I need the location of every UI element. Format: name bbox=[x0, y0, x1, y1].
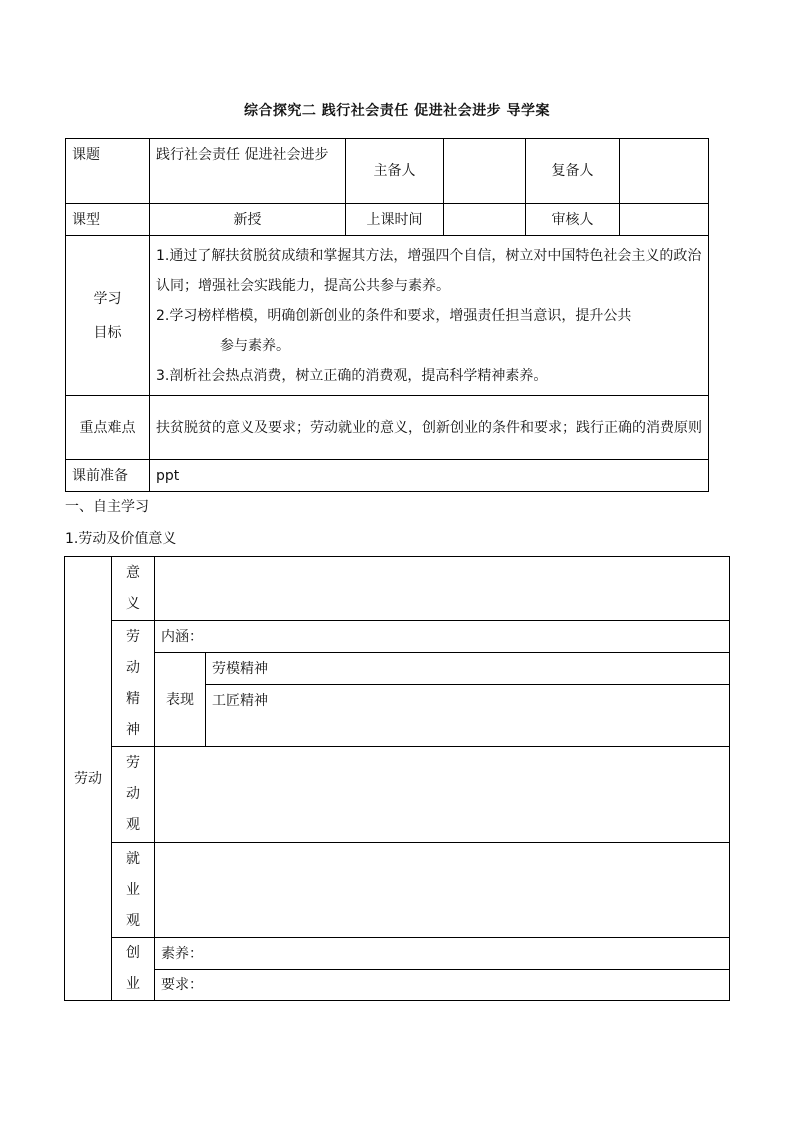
labor-view-char-3: 观 bbox=[126, 817, 140, 833]
goals-label bbox=[66, 236, 150, 396]
goals-content bbox=[150, 236, 709, 396]
meaning-answer[interactable] bbox=[155, 557, 730, 621]
spirit-char-3: 精 bbox=[126, 690, 140, 707]
lead-prep-label: 主备人 bbox=[346, 139, 444, 204]
startup-char-1: 创 bbox=[126, 945, 140, 961]
time-value[interactable] bbox=[444, 204, 526, 236]
section-heading: 一、自主学习 bbox=[65, 499, 149, 515]
employment-view-char-2: 业 bbox=[126, 881, 140, 898]
prep-label: 课前准备 bbox=[66, 460, 150, 492]
co-prep-label: 复备人 bbox=[526, 139, 620, 204]
time-label: 上课时间 bbox=[346, 204, 444, 236]
meaning-char-1: 意 bbox=[126, 564, 140, 581]
labor-view-answer[interactable] bbox=[155, 747, 730, 843]
goal-3: 3.剖析社会热点消费，树立正确的消费观，提高科学精神素养。 bbox=[156, 367, 548, 384]
reviewer-value[interactable] bbox=[620, 204, 709, 236]
employment-view-label bbox=[112, 843, 155, 938]
employment-view-char-3: 观 bbox=[126, 912, 140, 929]
requirement-field[interactable]: 要求： bbox=[155, 970, 730, 1001]
labor-view-char-1: 劳 bbox=[126, 755, 140, 771]
craft-spirit-field[interactable]: 工匠精神 bbox=[206, 685, 730, 747]
spirit-char-1: 劳 bbox=[126, 628, 140, 645]
topic-label: 课题 bbox=[66, 139, 150, 204]
goals-label-line2: 目标 bbox=[93, 324, 122, 341]
prep-value: ppt bbox=[150, 460, 709, 492]
lesson-info-table bbox=[65, 138, 709, 492]
employment-view-answer[interactable] bbox=[155, 843, 730, 938]
key-label: 重点难点 bbox=[66, 396, 150, 460]
goals-label-line1: 学习 bbox=[93, 290, 122, 307]
meaning-char-2: 义 bbox=[126, 595, 140, 612]
model-spirit-field[interactable]: 劳模精神 bbox=[206, 653, 730, 685]
co-prep-value[interactable] bbox=[620, 139, 709, 204]
lead-prep-value[interactable] bbox=[444, 139, 526, 204]
labor-view-label bbox=[112, 747, 155, 843]
goal-2a: 2.学习榜样楷模，明确创新创业的条件和要求，增强责任担当意识，提升公共 bbox=[156, 307, 632, 324]
employment-view-char-1: 就 bbox=[126, 850, 140, 867]
spirit-char-4: 神 bbox=[126, 721, 140, 738]
spirit-char-2: 动 bbox=[126, 659, 140, 676]
page-title: 综合探究二 践行社会责任 促进社会进步 导学案 bbox=[243, 103, 551, 119]
meaning-label bbox=[112, 557, 155, 621]
topic-value: 践行社会责任 促进社会进步 bbox=[150, 139, 346, 204]
startup-label bbox=[112, 938, 155, 1001]
goal-2b: 参与素养。 bbox=[220, 337, 290, 354]
type-label: 课型 bbox=[66, 204, 150, 236]
key-value: 扶贫脱贫的意义及要求；劳动就业的意义，创新创业的条件和要求；践行正确的消费原则 bbox=[150, 396, 709, 460]
quality-field[interactable]: 素养： bbox=[155, 938, 730, 970]
goal-1: 1.通过了解扶贫脱贫成绩和掌握其方法，增强四个自信，树立对中国特色社会主义的政治认同；增强社会实践能力，提高公共参与素养。 bbox=[156, 247, 702, 294]
type-value: 新授 bbox=[150, 204, 346, 236]
connotation-field[interactable]: 内涵： bbox=[155, 621, 730, 653]
labor-label: 劳动 bbox=[65, 557, 112, 1001]
manifest-label: 表现 bbox=[155, 653, 206, 747]
startup-char-2: 业 bbox=[126, 976, 140, 992]
labor-table bbox=[64, 556, 730, 1001]
reviewer-label: 审核人 bbox=[526, 204, 620, 236]
subsection-heading: 1.劳动及价值意义 bbox=[65, 531, 177, 547]
labor-view-char-2: 动 bbox=[126, 786, 140, 802]
spirit-label bbox=[112, 621, 155, 747]
